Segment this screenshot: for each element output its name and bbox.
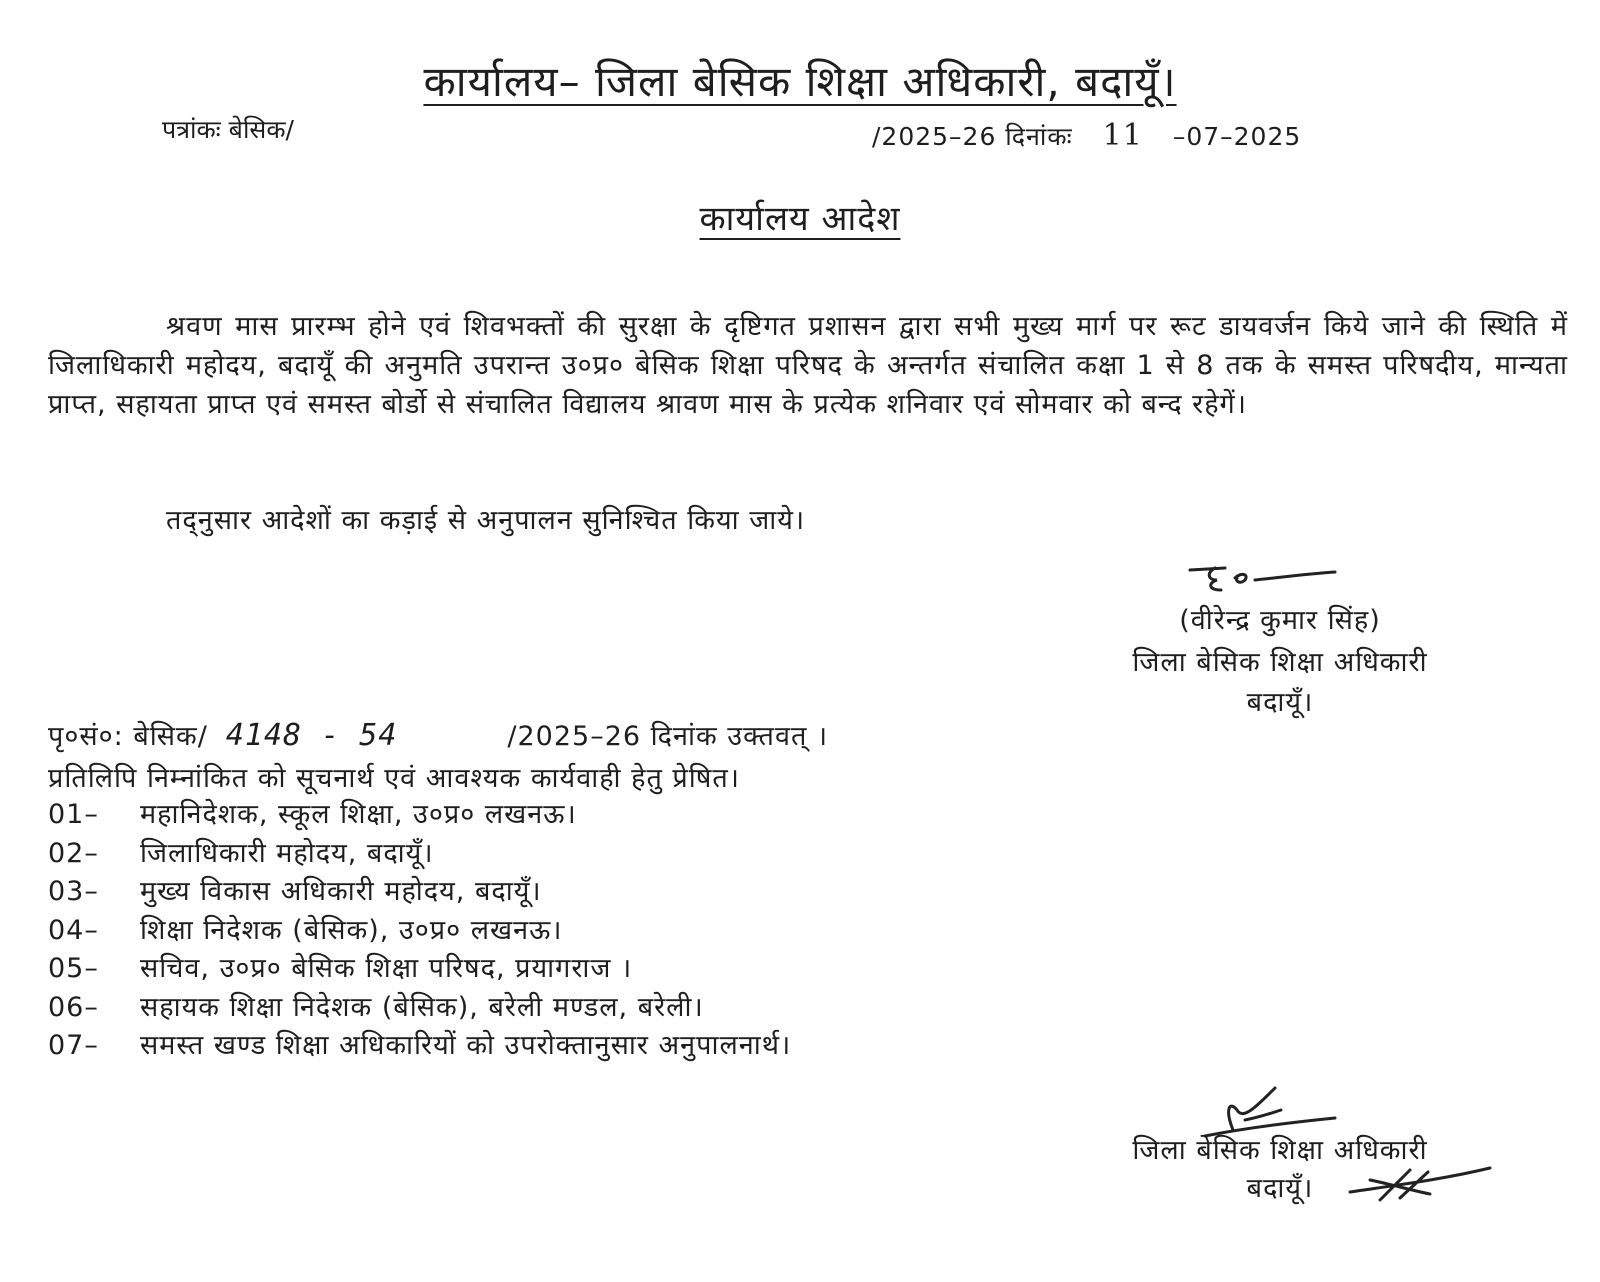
list-item (48, 950, 791, 989)
recipient-list (48, 796, 791, 1066)
list-item-text: शिक्षा निदेशक (बेसिक), उ०प्र० लखनऊ। (140, 914, 563, 946)
ref-day: 11 (1102, 118, 1143, 153)
signature-mark-3 (1340, 1150, 1520, 1210)
list-item (48, 1027, 791, 1066)
list-item-text: महानिदेशक, स्कूल शिक्षा, उ०प्र० लखनऊ। (140, 799, 577, 830)
list-item (48, 835, 791, 874)
list-item-number: 04– (48, 914, 99, 946)
list-item-text: सहायक शिक्षा निदेशक (बेसिक), बरेली मण्डल, बरेली। (140, 991, 704, 1023)
signatory-name: (वीरेन्द्र कुमार सिंह) (1179, 605, 1381, 636)
ref-year-label: /2025–26 दिनांकः (872, 122, 1073, 151)
list-item (48, 873, 791, 912)
list-item-number: 03– (48, 876, 99, 907)
list-item-text: सचिव, उ०प्र० बेसिक शिक्षा परिषद, प्रयागराज । (140, 953, 633, 984)
signatory2-title: जिला बेसिक शिक्षा अधिकारी (1132, 1135, 1428, 1166)
signatory-title: जिला बेसिक शिक्षा अधिकारी (1132, 647, 1428, 678)
list-item-text: मुख्य विकास अधिकारी महोदय, बदायूँ। (140, 876, 542, 907)
list-item-text: समस्त खण्ड शिक्षा अधिकारियों को उपरोक्तानुसार अनुपालनार्थ। (140, 1030, 792, 1061)
endorsement-ref-number: 4148 - 54 (225, 718, 398, 753)
endorsement-ref-prefix: पृ०सं०: बेसिक/ (48, 721, 208, 752)
list-item-number: 06– (48, 991, 99, 1023)
order-title: कार्यालय आदेश (699, 199, 901, 239)
signatory2-place: बदायूँ। (1246, 1173, 1314, 1204)
list-item-number: 07– (48, 1030, 99, 1061)
letter-ref-number: पत्रांकः बेसिक/ (162, 115, 294, 144)
signature-mark-1 (1185, 558, 1355, 598)
list-item (48, 989, 791, 1028)
office-title: कार्यालय– जिला बेसिक शिक्षा अधिकारी, बदायूँ। (423, 57, 1177, 106)
signatory-place: बदायूँ। (1246, 687, 1314, 718)
ref-month-year: –07–2025 (1172, 122, 1302, 151)
order-body-paragraph: श्रवण मास प्रारम्भ होने एवं शिवभक्तों की सुरक्षा के दृष्टिगत प्रशासन द्वारा सभी मुख्य मार्ग पर रूट डायवर्जन किये जाने की स्थिति में जिलाधिकारी महोदय, बदायूँ की अनुमति उपरान्त उ०प्र० बेसिक शिक्षा परिषद के अन्तर्गत संचालित कक्षा 1 से 8 तक के समस्त परिषदीय, मान्यता प्राप्त, सहायता प्राप्त एवं समस्त बोर्डो से संचालित विद्यालय श्रावण मास के प्रत्येक शनिवार एवं सोमवार को बन्द रहेगें। (48, 311, 1568, 420)
list-item-number: 02– (48, 837, 99, 869)
letter-ref-date (872, 118, 1301, 153)
list-item (48, 796, 791, 835)
list-item-number: 05– (48, 953, 99, 984)
order-compliance-paragraph: तद्नुसार आदेशों का कड़ाई से अनुपालन सुनिश्चित किया जाये। (166, 505, 806, 536)
list-item-text: जिलाधिकारी महोदय, बदायूँ। (140, 837, 434, 869)
endorsement-ref-line (48, 716, 828, 753)
list-item (48, 912, 791, 951)
copy-to-line: प्रतिलिपि निम्नांकित को सूचनार्थ एवं आवश्यक कार्यवाही हेतु प्रेषित। (48, 763, 741, 794)
endorsement-ref-suffix: /2025–26 दिनांक उक्तवत् । (507, 721, 829, 752)
list-item-number: 01– (48, 799, 99, 830)
